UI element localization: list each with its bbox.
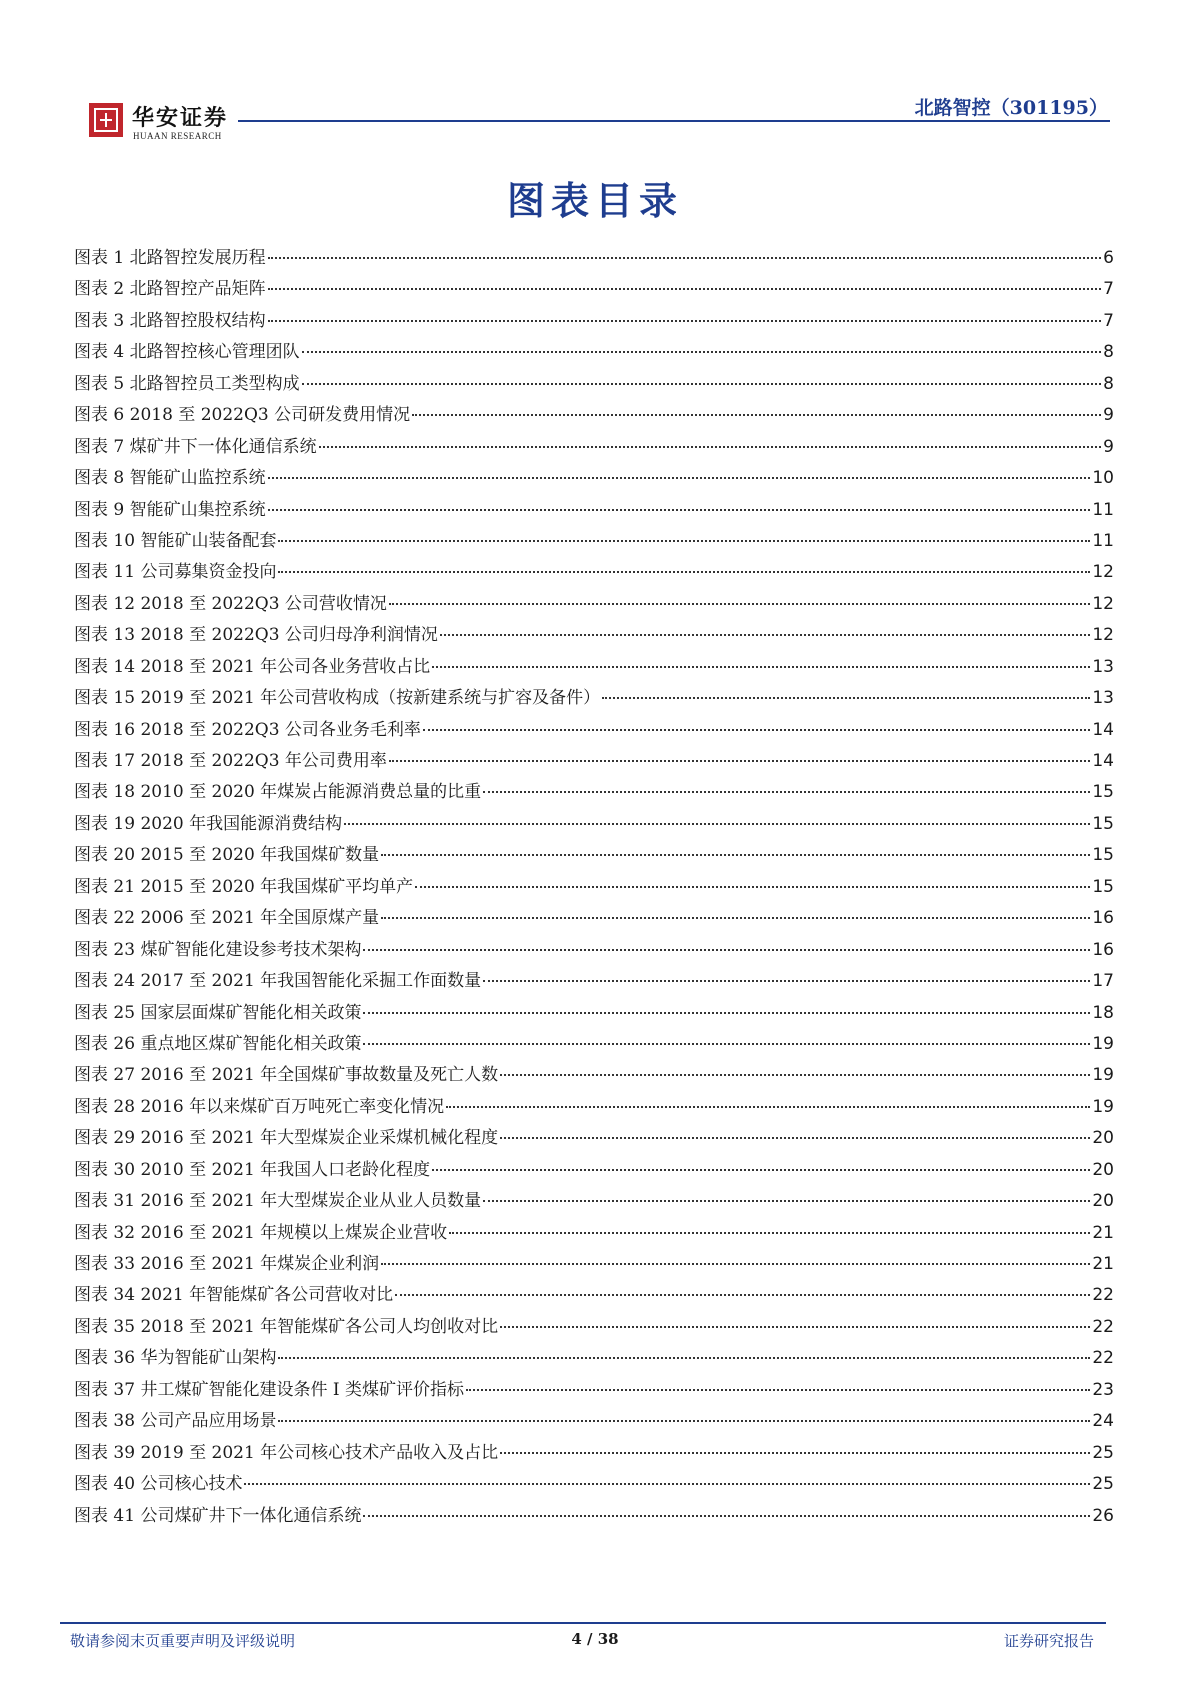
toc-entry-page: 25: [1092, 1442, 1114, 1463]
toc-entry-page: 6: [1103, 248, 1114, 268]
toc-dot-leader: [500, 1326, 1090, 1328]
toc-dot-leader: [395, 1294, 1090, 1296]
toc-entry[interactable]: [74, 1280, 1114, 1311]
toc-dot-leader: [446, 1106, 1090, 1108]
toc-entry-page: 13: [1092, 656, 1114, 677]
toc-entry-label: 图表 19 2020 年我国能源消费结构: [74, 813, 343, 834]
toc-entry-label: 图表 30 2010 至 2021 年我国人口老龄化程度: [74, 1159, 431, 1180]
page-header: [0, 0, 1190, 140]
toc-entry-page: 22: [1092, 1316, 1114, 1337]
toc-entry[interactable]: [74, 903, 1114, 934]
toc-entry-page: 9: [1103, 405, 1114, 426]
toc-entry-page: 20: [1092, 1159, 1114, 1180]
toc-entry[interactable]: [74, 306, 1114, 337]
toc-entry-label: 图表 6 2018 至 2022Q3 公司研发费用情况: [74, 405, 411, 426]
toc-dot-leader: [432, 666, 1090, 668]
toc-entry-page: 22: [1092, 1285, 1114, 1306]
toc-entry-page: 24: [1092, 1411, 1114, 1432]
toc-dot-leader: [466, 1389, 1090, 1391]
toc-entry[interactable]: [74, 1060, 1114, 1091]
toc-dot-leader: [268, 320, 1102, 322]
toc-dot-leader: [381, 1263, 1090, 1265]
toc-entry-page: 7: [1103, 310, 1114, 331]
toc-entry[interactable]: [74, 495, 1114, 526]
toc-entry-label: 图表 24 2017 至 2021 年我国智能化采掘工作面数量: [74, 971, 482, 992]
toc-entry-page: 11: [1092, 499, 1114, 520]
toc-dot-leader: [302, 383, 1102, 385]
toc-dot-leader: [363, 1043, 1090, 1045]
toc-entry-label: 图表 27 2016 至 2021 年全国煤矿事故数量及死亡人数: [74, 1065, 499, 1086]
toc-entry-label: 图表 13 2018 至 2022Q3 公司归母净利润情况: [74, 625, 438, 646]
toc-entry[interactable]: [74, 589, 1114, 620]
page-title: 图表目录: [506, 178, 683, 223]
toc-entry[interactable]: [74, 274, 1114, 305]
page-number: 4 / 38: [571, 1630, 619, 1648]
toc-entry-page: 26: [1092, 1505, 1114, 1526]
toc-entry-label: 图表 14 2018 至 2021 年公司各业务营收占比: [74, 656, 431, 677]
toc-dot-leader: [381, 854, 1090, 856]
logo-english-name: HUAAN RESEARCH: [133, 131, 222, 141]
toc-entry-page: 7: [1103, 279, 1114, 300]
toc-dot-leader: [278, 1357, 1090, 1359]
toc-entry-label: 图表 22 2006 至 2021 年全国原煤产量: [74, 908, 380, 929]
toc-entry[interactable]: [74, 1218, 1114, 1249]
toc-dot-leader: [278, 540, 1090, 542]
toc-entry-page: 15: [1092, 845, 1114, 866]
toc-entry[interactable]: [74, 1186, 1114, 1217]
toc-dot-leader: [268, 477, 1091, 479]
toc-entry-label: 图表 7 煤矿井下一体化通信系统: [74, 436, 317, 457]
toc-entry-page: 22: [1092, 1348, 1114, 1369]
toc-entry[interactable]: [74, 1501, 1114, 1532]
footer-divider: [60, 1622, 1106, 1624]
toc-entry-page: 15: [1092, 782, 1114, 803]
toc-entry[interactable]: [74, 400, 1114, 431]
toc-entry-page: 20: [1092, 1191, 1114, 1212]
toc-entry[interactable]: [74, 652, 1114, 683]
toc-dot-leader: [319, 446, 1102, 448]
toc-dot-leader: [244, 1483, 1090, 1485]
toc-entry-label: 图表 8 智能矿山监控系统: [74, 468, 266, 489]
toc-entry-label: 图表 21 2015 至 2020 年我国煤矿平均单产: [74, 876, 414, 897]
toc-entry-page: 12: [1092, 562, 1114, 583]
toc-entry-page: 16: [1092, 908, 1114, 929]
toc-dot-leader: [268, 288, 1102, 290]
toc-entry-label: 图表 38 公司产品应用场景: [74, 1411, 277, 1432]
toc-dot-leader: [268, 257, 1102, 259]
toc-entry-label: 图表 5 北路智控员工类型构成: [74, 373, 300, 394]
toc-entry-label: 图表 20 2015 至 2020 年我国煤矿数量: [74, 845, 380, 866]
toc-dot-leader: [278, 1420, 1090, 1422]
toc-dot-leader: [440, 634, 1090, 636]
toc-entry-page: 8: [1103, 342, 1114, 363]
toc-entry[interactable]: [74, 1092, 1114, 1123]
header-divider: [238, 120, 1110, 122]
toc-dot-leader: [415, 886, 1090, 888]
toc-dot-leader: [412, 414, 1101, 416]
toc-entry-page: 17: [1092, 971, 1114, 992]
toc-dot-leader: [500, 1452, 1090, 1454]
toc-entry[interactable]: [74, 369, 1114, 400]
toc-entry-label: 图表 23 煤矿智能化建设参考技术架构: [74, 939, 362, 960]
toc-entry[interactable]: [74, 998, 1114, 1029]
toc-entry-label: 图表 37 井工煤矿智能化建设条件 I 类煤矿评价指标: [74, 1379, 464, 1400]
toc-entry-label: 图表 34 2021 年智能煤矿各公司营收对比: [74, 1285, 394, 1306]
toc-entry-page: 15: [1092, 813, 1114, 834]
toc-dot-leader: [278, 571, 1090, 573]
toc-entry-page: 19: [1092, 1033, 1114, 1054]
toc-dot-leader: [363, 1012, 1090, 1014]
toc-entry-label: 图表 16 2018 至 2022Q3 公司各业务毛利率: [74, 719, 421, 740]
toc-entry[interactable]: [74, 620, 1114, 651]
toc-dot-leader: [602, 697, 1090, 699]
toc-entry-label: 图表 36 华为智能矿山架构: [74, 1348, 277, 1369]
toc-entry-label: 图表 4 北路智控核心管理团队: [74, 342, 300, 363]
toc-entry[interactable]: [74, 432, 1114, 463]
toc-dot-leader: [483, 791, 1090, 793]
toc-entry[interactable]: [74, 746, 1114, 777]
toc-entry[interactable]: [74, 1343, 1114, 1374]
toc-entry[interactable]: [74, 1312, 1114, 1343]
toc-entry-page: 21: [1092, 1254, 1114, 1274]
toc-dot-leader: [449, 1232, 1090, 1234]
toc-entry[interactable]: [74, 872, 1114, 903]
toc-entry[interactable]: [74, 1029, 1114, 1060]
toc-entry-page: 19: [1092, 1065, 1114, 1086]
toc-entry[interactable]: [74, 1375, 1114, 1406]
toc-entry-label: 图表 15 2019 至 2021 年公司营收构成（按新建系统与扩容及备件）: [74, 688, 601, 709]
company-code: 北路智控（301195）: [914, 97, 1108, 119]
toc-entry-page: 8: [1103, 373, 1114, 394]
toc-dot-leader: [483, 980, 1090, 982]
toc-entry[interactable]: [74, 935, 1114, 966]
logo-chinese-name: 华安证券: [132, 105, 229, 131]
toc-dot-leader: [363, 949, 1090, 951]
toc-dot-leader: [389, 760, 1090, 762]
toc-dot-leader: [344, 823, 1090, 825]
toc-entry[interactable]: [74, 1155, 1114, 1186]
toc-entry-page: 19: [1092, 1096, 1114, 1117]
toc-dot-leader: [432, 1169, 1090, 1171]
toc-entry-label: 图表 3 北路智控股权结构: [74, 310, 266, 331]
toc-entry-label: 图表 40 公司核心技术: [74, 1474, 243, 1495]
toc-dot-leader: [381, 917, 1090, 919]
toc-entry-label: 图表 31 2016 至 2021 年大型煤炭企业从业人员数量: [74, 1191, 482, 1212]
toc-entry-page: 12: [1092, 593, 1114, 614]
toc-entry-label: 图表 28 2016 年以来煤矿百万吨死亡率变化情况: [74, 1096, 445, 1117]
toc-dot-leader: [483, 1200, 1090, 1202]
toc-entry-label: 图表 2 北路智控产品矩阵: [74, 279, 266, 300]
toc-entry[interactable]: [74, 1469, 1114, 1500]
toc-entry[interactable]: [74, 243, 1114, 274]
toc-entry[interactable]: [74, 777, 1114, 808]
toc-entry-label: 图表 41 公司煤矿井下一体化通信系统: [74, 1505, 362, 1526]
toc-entry-page: 14: [1092, 751, 1114, 771]
toc-entry[interactable]: [74, 526, 1114, 557]
toc-entry-page: 25: [1092, 1474, 1114, 1495]
toc-dot-leader: [302, 351, 1102, 353]
toc-entry-label: 图表 9 智能矿山集控系统: [74, 499, 266, 520]
toc-entry[interactable]: [74, 840, 1114, 871]
toc-entry-page: 20: [1092, 1128, 1114, 1149]
toc-dot-leader: [268, 509, 1091, 511]
toc-dot-leader: [389, 603, 1090, 605]
table-of-figures: [74, 243, 1114, 1532]
toc-entry-page: 10: [1092, 468, 1114, 489]
toc-entry[interactable]: [74, 683, 1114, 714]
toc-entry-label: 图表 10 智能矿山装备配套: [74, 530, 277, 551]
toc-entry[interactable]: [74, 463, 1114, 494]
toc-entry[interactable]: [74, 557, 1114, 588]
toc-dot-leader: [500, 1074, 1090, 1076]
toc-entry-label: 图表 1 北路智控发展历程: [74, 248, 266, 268]
toc-entry-label: 图表 17 2018 至 2022Q3 年公司费用率: [74, 751, 387, 771]
toc-dot-leader: [423, 729, 1090, 731]
toc-entry-page: 12: [1092, 625, 1114, 646]
toc-entry-label: 图表 39 2019 至 2021 年公司核心技术产品收入及占比: [74, 1442, 499, 1463]
huaan-logo-icon: [89, 103, 123, 137]
toc-dot-leader: [500, 1137, 1090, 1139]
toc-entry-page: 11: [1092, 530, 1114, 551]
toc-entry-page: 13: [1092, 688, 1114, 709]
toc-entry[interactable]: [74, 715, 1114, 746]
toc-dot-leader: [363, 1515, 1090, 1517]
toc-entry-label: 图表 35 2018 至 2021 年智能煤矿各公司人均创收对比: [74, 1316, 499, 1337]
footer-disclaimer: 敬请参阅末页重要声明及评级说明: [70, 1632, 296, 1650]
toc-entry-page: 9: [1103, 436, 1114, 457]
toc-entry[interactable]: [74, 1438, 1114, 1469]
toc-entry-label: 图表 26 重点地区煤矿智能化相关政策: [74, 1033, 362, 1054]
toc-entry-label: 图表 11 公司募集资金投向: [74, 562, 277, 583]
toc-entry-page: 16: [1092, 939, 1114, 960]
toc-entry[interactable]: [74, 809, 1114, 840]
toc-entry-page: 18: [1092, 1002, 1114, 1023]
toc-entry-label: 图表 33 2016 至 2021 年煤炭企业利润: [74, 1254, 380, 1274]
toc-entry-label: 图表 32 2016 至 2021 年规模以上煤炭企业营收: [74, 1222, 448, 1243]
toc-entry[interactable]: [74, 966, 1114, 997]
footer-report-type: 证券研究报告: [1003, 1632, 1094, 1650]
toc-entry[interactable]: [74, 1406, 1114, 1437]
toc-entry-label: 图表 12 2018 至 2022Q3 公司营收情况: [74, 593, 387, 614]
toc-entry-page: 14: [1092, 719, 1114, 740]
toc-entry-label: 图表 29 2016 至 2021 年大型煤炭企业采煤机械化程度: [74, 1128, 499, 1149]
toc-entry-label: 图表 25 国家层面煤矿智能化相关政策: [74, 1002, 362, 1023]
toc-entry[interactable]: [74, 1123, 1114, 1154]
toc-entry[interactable]: [74, 337, 1114, 368]
toc-entry[interactable]: [74, 1249, 1114, 1280]
toc-entry-page: 15: [1092, 876, 1114, 897]
toc-entry-label: 图表 18 2010 至 2020 年煤炭占能源消费总量的比重: [74, 782, 482, 803]
toc-entry-page: 23: [1092, 1379, 1114, 1400]
toc-entry-page: 21: [1092, 1222, 1114, 1243]
